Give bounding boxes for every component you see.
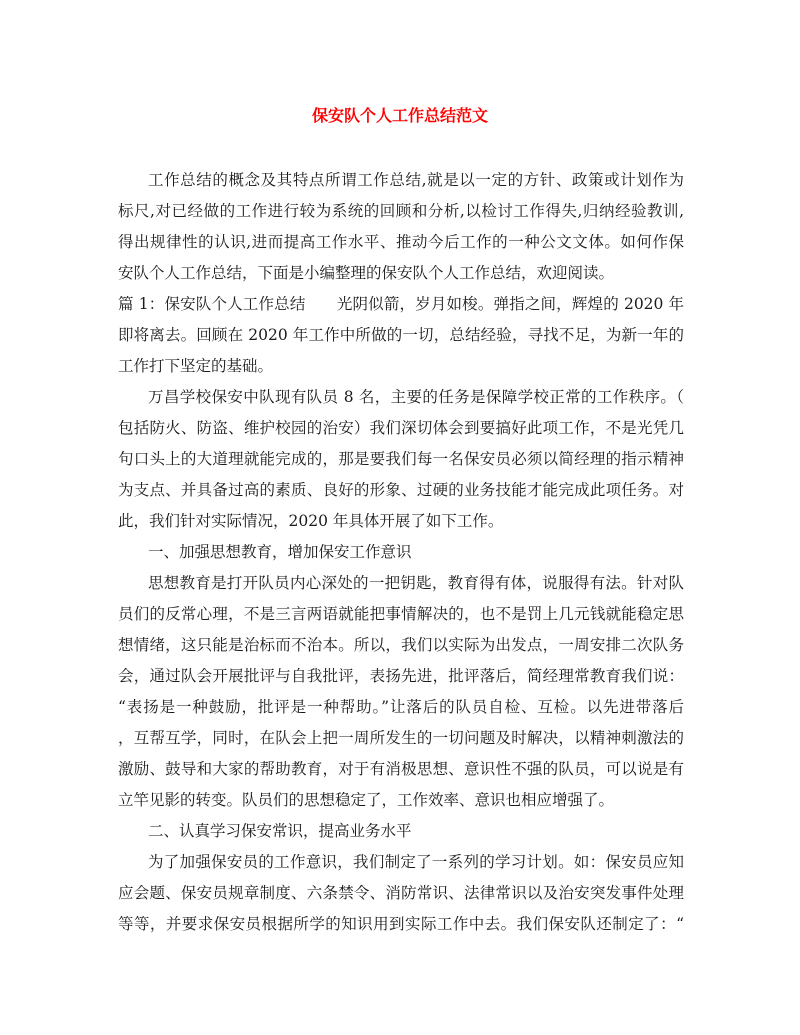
text-line: 为了加强保安员的工作意识，我们制定了一系列的学习计划。如：保安员应知 <box>148 853 684 871</box>
text-line: 应会题、保安员规章制度、六条禁令、消防常识、法律常识以及治安突发事件处理 <box>118 884 684 902</box>
text-line: 篇 1：保安队个人工作总结 光阴似箭，岁月如梭。弹指之间，辉煌的 2020 年 <box>118 295 684 313</box>
text-line: 立竿见影的转变。队员们的思想稳定了，工作效率、意识也相应增强了。 <box>118 791 615 809</box>
text-line: 思想教育是打开队员内心深处的一把钥匙，教育得有体，说服得有法。针对队 <box>148 574 684 592</box>
text-line: 即将离去。回顾在 2020 年工作中所做的一切，总结经验，寻找不足，为新一年的 <box>118 326 684 344</box>
text-line: 激励、鼓导和大家的帮助教育，对于有消极思想、意识性不强的队员，可以说是有 <box>118 760 684 778</box>
text-line: 等等，并要求保安员根据所学的知识用到实际工作中去。我们保安队还制定了：“ <box>118 915 684 933</box>
text-line: 员们的反常心理，不是三言两语就能把事情解决的，也不是罚上几元钱就能稳定思 <box>118 605 684 623</box>
text-line: 想情绪，这只能是治标而不治本。所以，我们以实际为出发点，一周安排二次队务 <box>118 636 684 654</box>
text-line: 包括防火、防盗、维护校园的治安）我们深切体会到要搞好此项工作，不是光凭几 <box>118 419 684 437</box>
text-line: 会，通过队会开展批评与自我批评，表扬先进，批评落后，简经理常教育我们说： <box>118 667 684 685</box>
text-line: 得出规律性的认识,进而提高工作水平、推动今后工作的一种公文文体。如何作保 <box>118 233 684 251</box>
text-line: ，互帮互学，同时，在队会上把一周所发生的一切问题及时解决，以精神刺激法的 <box>118 729 684 747</box>
text-line: 工作打下坚定的基础。 <box>118 357 274 375</box>
text-line: 此，我们针对实际情况，2020 年具体开展了如下工作。 <box>118 512 504 530</box>
section-heading: 二、认真学习保安常识，提高业务水平 <box>148 822 412 840</box>
text-line: 为支点、并具备过高的素质、良好的形象、过硬的业务技能才能完成此项任务。对 <box>118 481 684 499</box>
text-line: 句口头上的大道理就能完成的，那是要我们每一名保安员必须以简经理的指示精神 <box>118 450 684 468</box>
text-line: 工作总结的概念及其特点所谓工作总结,就是以一定的方针、政策或计划作为 <box>148 171 684 189</box>
section-heading: 一、加强思想教育，增加保安工作意识 <box>148 543 412 561</box>
text-line: “表扬是一种鼓励，批评是一种帮助。”让落后的队员自检、互检。以先进带落后 <box>118 698 684 716</box>
document-title: 保安队个人工作总结范文 <box>311 106 488 125</box>
text-line: 标尺,对已经做的工作进行较为系统的回顾和分析,以检讨工作得失,归纳经验教训, <box>118 202 684 220</box>
text-line: 安队个人工作总结，下面是小编整理的保安队个人工作总结，欢迎阅读。 <box>118 264 615 282</box>
text-line: 万昌学校保安中队现有队员 8 名，主要的任务是保障学校正常的工作秩序。（ <box>148 388 684 406</box>
